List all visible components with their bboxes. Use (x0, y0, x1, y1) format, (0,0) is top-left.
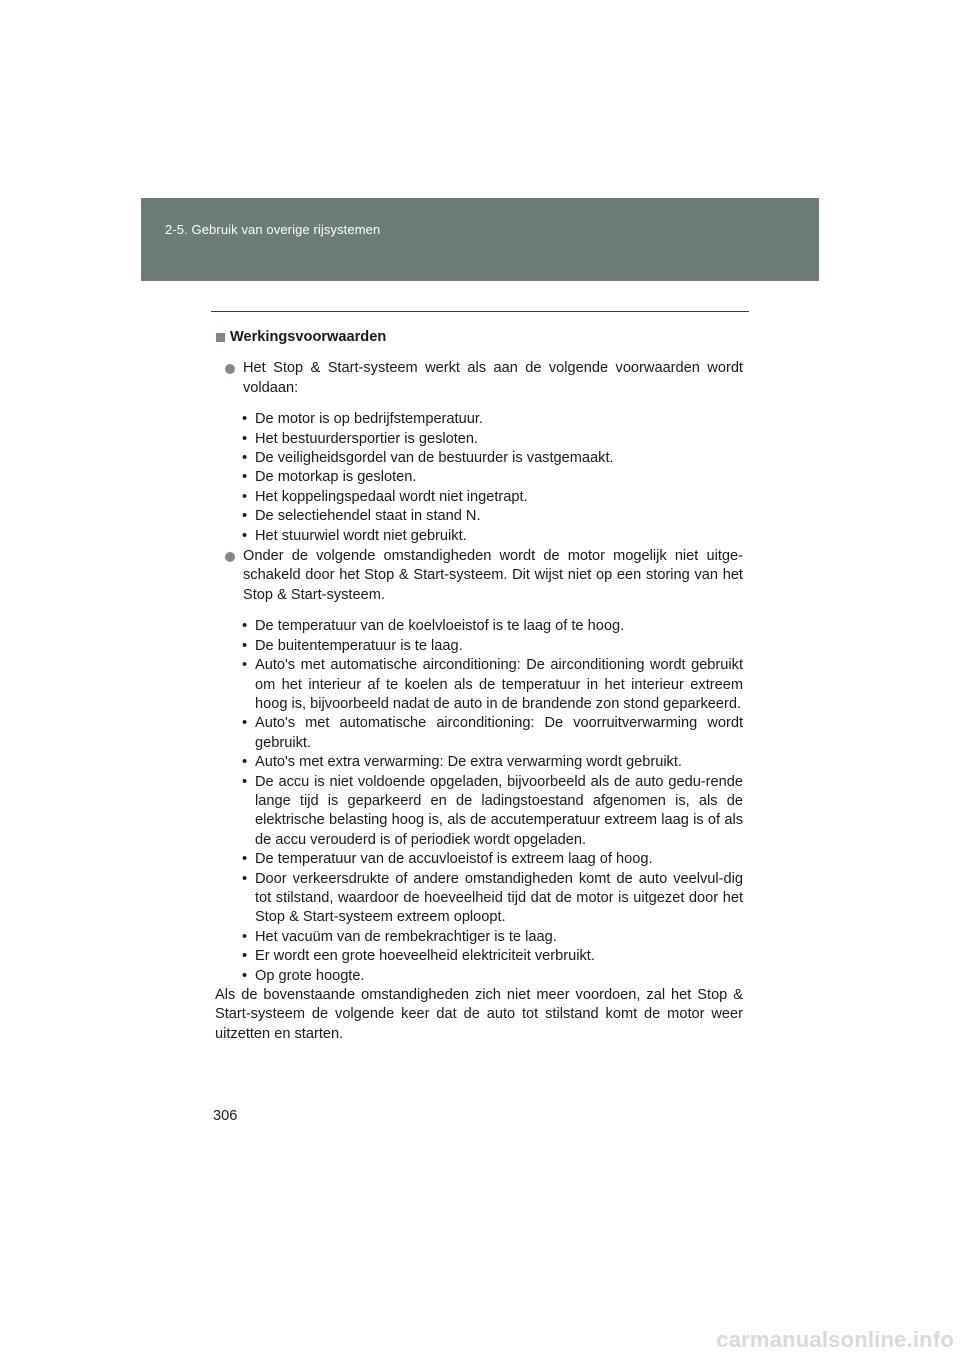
list-item: • De selectiehendel staat in stand N. (241, 507, 743, 526)
exception-item (215, 547, 743, 605)
list-item: • De temperatuur van de koelvloeistof is te laag of te hoog. (241, 617, 743, 636)
list-item: • De accu is niet voldoende opgeladen, bijvoorbeeld als de auto gedu-rende lange tijd is geparkeerd en de ladingstoestand afgenomen is, als de elektrische belasting hoog is, als de accutemperatuur extreem laag is of als de accu verouderd is of periodiek wordt opgeladen. (241, 773, 743, 851)
section-header-band (141, 198, 819, 281)
condition-bullet-list (241, 410, 743, 546)
list-item: • De veiligheidsgordel van de bestuurder is vastgemaakt. (241, 449, 743, 468)
section-heading-text: Werkingsvoorwaarden (230, 329, 387, 345)
list-item: • Het stuurwiel wordt niet gebruikt. (241, 527, 743, 546)
closing-paragraph: Als de bovenstaande omstandigheden zich niet meer voordoen, zal het Stop & Start-systeem de volgende keer dat de auto tot stilstand komt de motor weer uitzetten en starten. (215, 987, 743, 1042)
condition-item (215, 359, 743, 398)
section-title: 2-5. Gebruik van overige rijsystemen (165, 222, 381, 237)
exception-item-text: Onder de volgende omstandigheden wordt de motor mogelijk niet uitge-schakeld door het Stop & Start-systeem. Dit wijst niet op een storing van het Stop & Start-systeem. (243, 548, 743, 603)
list-item: • Auto's met automatische airconditioning: De voorruitverwarming wordt gebruikt. (241, 714, 743, 753)
condition-item-text: Het Stop & Start-systeem werkt als aan de volgende voorwaarden wordt voldaan: (243, 360, 743, 396)
list-item: • Door verkeersdrukte of andere omstandigheden komt de auto veelvul-dig tot stilstand, waardoor de hoeveelheid tijd dat de motor is uitgezet door het Stop & Start-systeem extreem oploopt. (241, 870, 743, 928)
circle-bullet-icon (225, 364, 235, 374)
section-heading (215, 328, 743, 347)
list-item: • De motor is op bedrijfstemperatuur. (241, 410, 743, 429)
square-bullet-icon (216, 333, 225, 342)
page-number: 306 (213, 1108, 238, 1124)
list-item: • Op grote hoogte. (241, 967, 743, 986)
exception-bullet-list (241, 617, 743, 986)
circle-bullet-icon (225, 552, 235, 562)
list-item: • Het koppelingspedaal wordt niet ingetrapt. (241, 488, 743, 507)
watermark: carmanualsonline.info (716, 1327, 954, 1352)
list-item: • Auto's met extra verwarming: De extra verwarming wordt gebruikt. (241, 753, 743, 772)
list-item: • Het vacuüm van de rembekrachtiger is te laag. (241, 928, 743, 947)
list-item: • Auto's met automatische airconditioning: De airconditioning wordt gebruikt om het interieur af te koelen als de temperatuur in het interieur extreem hoog is, bijvoorbeeld nadat de auto in de brandende zon stond geparkeerd. (241, 656, 743, 714)
list-item: • Het bestuurdersportier is gesloten. (241, 430, 743, 449)
list-item: • De buitentemperatuur is te laag. (241, 637, 743, 656)
main-content (215, 328, 743, 1044)
list-item: • De motorkap is gesloten. (241, 468, 743, 487)
list-item: • De temperatuur van de accuvloeistof is extreem laag of hoog. (241, 850, 743, 869)
list-item: • Er wordt een grote hoeveelheid elektriciteit verbruikt. (241, 947, 743, 966)
header-rule (211, 311, 749, 312)
